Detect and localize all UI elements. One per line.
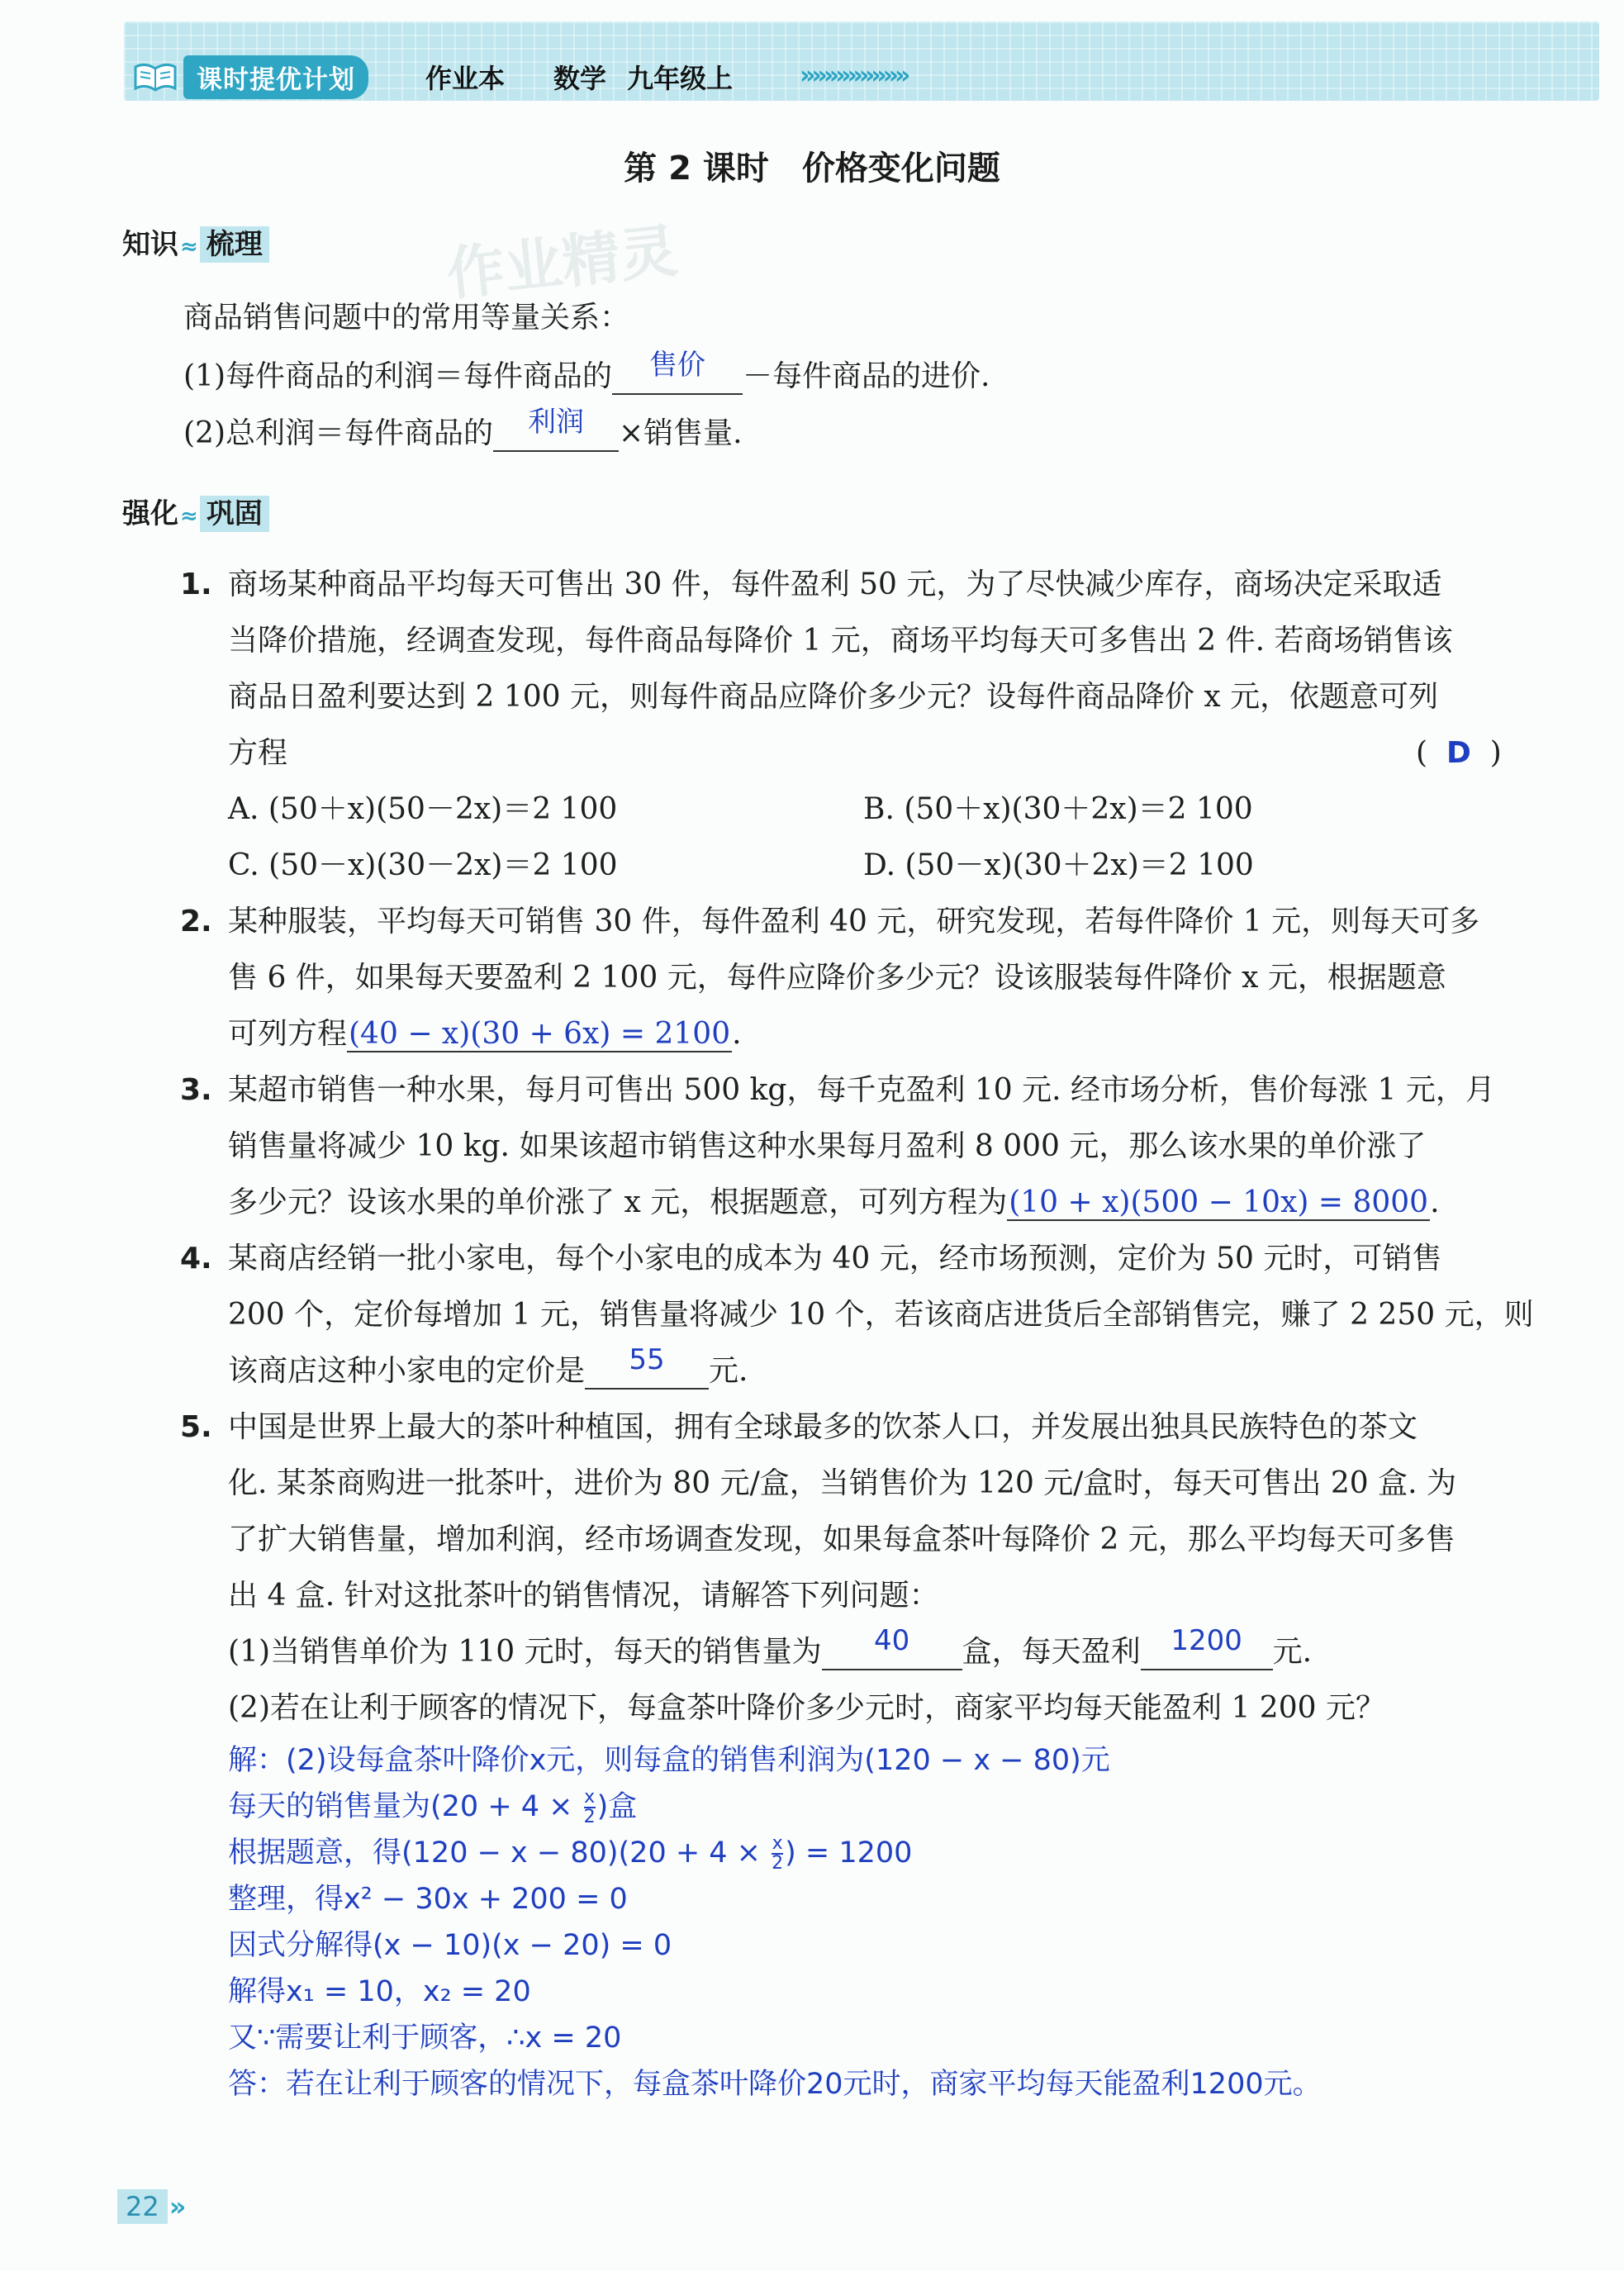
- bracket-close: ): [1489, 736, 1502, 770]
- solution-line-3-pre: 根据题意，得(120 − x − 80)(20 + 4 ×: [228, 1836, 771, 1870]
- q5-p1-answer-2: 1200: [1171, 1624, 1242, 1657]
- q2-line3-post: .: [732, 1017, 742, 1051]
- item2-fill: 利润: [528, 406, 584, 439]
- q5-p1-mid: 盒，每天盈利: [962, 1635, 1141, 1669]
- solution-line-3-post: ) = 1200: [785, 1836, 913, 1870]
- solution-line-4: 整理，得x² − 30x + 200 = 0: [228, 1883, 628, 1916]
- q2-number: 2.: [180, 905, 212, 938]
- fraction-numerator: x: [772, 1833, 783, 1854]
- knowledge-item-1: [183, 349, 990, 395]
- q5-number: 5.: [180, 1410, 212, 1444]
- brand-name: 课时提优计划: [183, 55, 368, 99]
- q4-answer: 55: [629, 1343, 665, 1376]
- q5-p1-blank-1[interactable]: [822, 1624, 962, 1670]
- section2-label-part-a: 强化: [122, 497, 178, 530]
- solution-line-3: [228, 1831, 912, 1875]
- q1-option-a[interactable]: A. (50＋x)(50－2x)＝2 100: [228, 792, 618, 826]
- q1-option-c[interactable]: C. (50－x)(30－2x)＝2 100: [228, 848, 618, 882]
- q1-answer-bracket: [1416, 737, 1502, 770]
- fraction: [584, 1789, 596, 1827]
- solution-line-5: 因式分解得(x − 10)(x − 20) = 0: [228, 1929, 672, 1962]
- wave-icon: ≈: [180, 235, 198, 259]
- q3-line3-pre: 多少元？设该水果的单价涨了 x 元，根据题意，可列方程为: [228, 1185, 1008, 1219]
- q5-part-1: [228, 1624, 1313, 1670]
- q1-line-3: 商品日盈利要达到 2 100 元，则每件商品应降价多少元？设每件商品降价 x 元，依题意可列: [228, 680, 1439, 714]
- solution-line-8: 答：若在让利于顾客的情况下，每盒茶叶降价20元时，商家平均每天能盈利1200元。: [228, 2068, 1322, 2101]
- q4-blank[interactable]: [585, 1343, 709, 1390]
- fraction-numerator: x: [584, 1787, 596, 1808]
- q5-line-3: 了扩大销售量，增加利润，经市场调查发现，如果每盒茶叶每降价 2 元，那么平均每天可多售: [228, 1523, 1455, 1556]
- q2-line3-pre: 可列方程: [228, 1017, 348, 1051]
- knowledge-item-2: [183, 406, 743, 452]
- q5-p1-post: 元.: [1272, 1635, 1313, 1669]
- open-book-icon: [132, 60, 178, 93]
- q5-line-1: 中国是世界上最大的茶叶种植国，拥有全球最多的饮茶人口，并发展出独具民族特色的茶文: [228, 1410, 1418, 1444]
- q5-line-2: 化. 某茶商购进一批茶叶，进价为 80 元/盒，当销售价为 120 元/盒时，每天可售出 20 盒. 为: [228, 1466, 1457, 1500]
- q4-line-1: 某商店经销一批小家电，每个小家电的成本为 40 元，经市场预测，定价为 50 元时，可销售: [228, 1242, 1442, 1276]
- item2-pre: (2)总利润＝每件商品的: [183, 416, 493, 450]
- q5-p1-answer-1: 40: [873, 1624, 910, 1657]
- q1-line-1: 商场某种商品平均每天可售出 30 件，每件盈利 50 元，为了尽快减少库存，商场决定采取适: [228, 568, 1442, 601]
- q2-line-3: [228, 1018, 742, 1052]
- fraction-denominator: 2: [583, 1807, 596, 1827]
- section-label-part-a: 知识: [122, 228, 178, 261]
- q4-line-3: [228, 1343, 748, 1390]
- q1-line-2: 当降价措施，经调查发现，每件商品每降价 1 元，商场平均每天可多售出 2 件. 若商场销售该: [228, 624, 1453, 658]
- item2-post: ×销售量.: [619, 416, 743, 450]
- q1-answer[interactable]: D: [1446, 736, 1471, 770]
- item1-post: －每件商品的进价.: [743, 359, 990, 393]
- solution-line-1: 解：(2)设每盒茶叶降价x元，则每盒的销售利润为(120 − x − 80)元: [228, 1744, 1110, 1777]
- solution-line-6: 解得x₁ = 10，x₂ = 20: [228, 1975, 531, 2008]
- q3-number: 3.: [180, 1073, 212, 1107]
- solution-line-2-pre: 每天的销售量为(20 + 4 ×: [228, 1790, 582, 1823]
- solution-line-2-post: )盒: [596, 1790, 638, 1823]
- fraction-denominator: 2: [772, 1853, 784, 1874]
- q1-line-4: 方程: [228, 736, 288, 770]
- bracket-open: (: [1416, 736, 1428, 770]
- q3-line-3: [228, 1186, 1440, 1221]
- q3-answer[interactable]: (10 + x)(500 − 10x) = 8000: [1009, 1185, 1429, 1219]
- q4-line3-pre: 该商店这种小家电的定价是: [228, 1354, 586, 1388]
- chevron-right-icon: »: [169, 2191, 187, 2222]
- knowledge-intro: 商品销售问题中的常用等量关系：: [183, 301, 630, 335]
- lesson-title: 第 2 课时 价格变化问题: [624, 150, 1000, 188]
- q1-number: 1.: [180, 568, 212, 601]
- header-arrows-icon: »»»»»»»»»: [800, 61, 907, 90]
- subject-grade: 数学 九年级上: [553, 63, 734, 94]
- q4-line-2: 200 个，定价每增加 1 元，销售量将减少 10 个，若该商店进货后全部销售完，赚了 2 250 元，则: [228, 1298, 1534, 1332]
- item1-pre: (1)每件商品的利润＝每件商品的: [183, 359, 612, 393]
- header-brand: [132, 55, 368, 99]
- q3-line3-post: .: [1430, 1185, 1440, 1219]
- item1-fill: 售价: [649, 349, 705, 382]
- item1-blank[interactable]: [612, 349, 743, 395]
- section-practice-label: [122, 491, 269, 531]
- section-knowledge-label: [122, 221, 269, 262]
- q1-option-d[interactable]: D. (50－x)(30＋2x)＝2 100: [863, 848, 1254, 882]
- wave-icon: ≈: [180, 504, 198, 529]
- item2-blank[interactable]: [493, 406, 619, 452]
- fraction: [772, 1835, 783, 1873]
- solution-line-2: [228, 1784, 637, 1829]
- solution-line-7: 又∵需要让利于顾客，∴x = 20: [228, 2022, 622, 2055]
- q5-line-4: 出 4 盒. 针对这批茶叶的销售情况，请解答下列问题：: [228, 1579, 939, 1613]
- page-number-value: 22: [117, 2189, 168, 2224]
- q3-line-1: 某超市销售一种水果，每月可售出 500 kg，每千克盈利 10 元. 经市场分析，售价每涨 1 元，月: [228, 1073, 1495, 1107]
- section2-label-part-b: 巩固: [200, 496, 269, 532]
- q2-line-2: 售 6 件，如果每天要盈利 2 100 元，每件应降价多少元？设该服装每件降价 x 元，根据题意: [228, 961, 1446, 995]
- q5-part-2: (2)若在让利于顾客的情况下，每盒茶叶降价多少元时，商家平均每天能盈利 1 200 元？: [228, 1691, 1385, 1725]
- q2-line-1: 某种服装，平均每天可销售 30 件，每件盈利 40 元，研究发现，若每件降价 1 元，则每天可多: [228, 905, 1480, 938]
- book-type: 作业本: [425, 63, 506, 94]
- section-label-part-b: 梳理: [200, 226, 269, 263]
- q4-number: 4.: [180, 1242, 212, 1276]
- q1-option-b[interactable]: B. (50＋x)(30＋2x)＝2 100: [863, 792, 1253, 826]
- q3-line-2: 销售量将减少 10 kg. 如果该超市销售这种水果每月盈利 8 000 元，那么该水果的单价涨了: [228, 1129, 1427, 1163]
- q5-p1-blank-2[interactable]: [1141, 1624, 1273, 1670]
- q4-line3-post: 元.: [709, 1354, 748, 1388]
- page-number: [117, 2189, 186, 2224]
- q5-p1-pre: (1)当销售单价为 110 元时，每天的销售量为: [228, 1635, 822, 1669]
- q2-answer[interactable]: (40 − x)(30 + 6x) = 2100: [349, 1017, 731, 1051]
- watermark: 作业精灵: [444, 216, 681, 309]
